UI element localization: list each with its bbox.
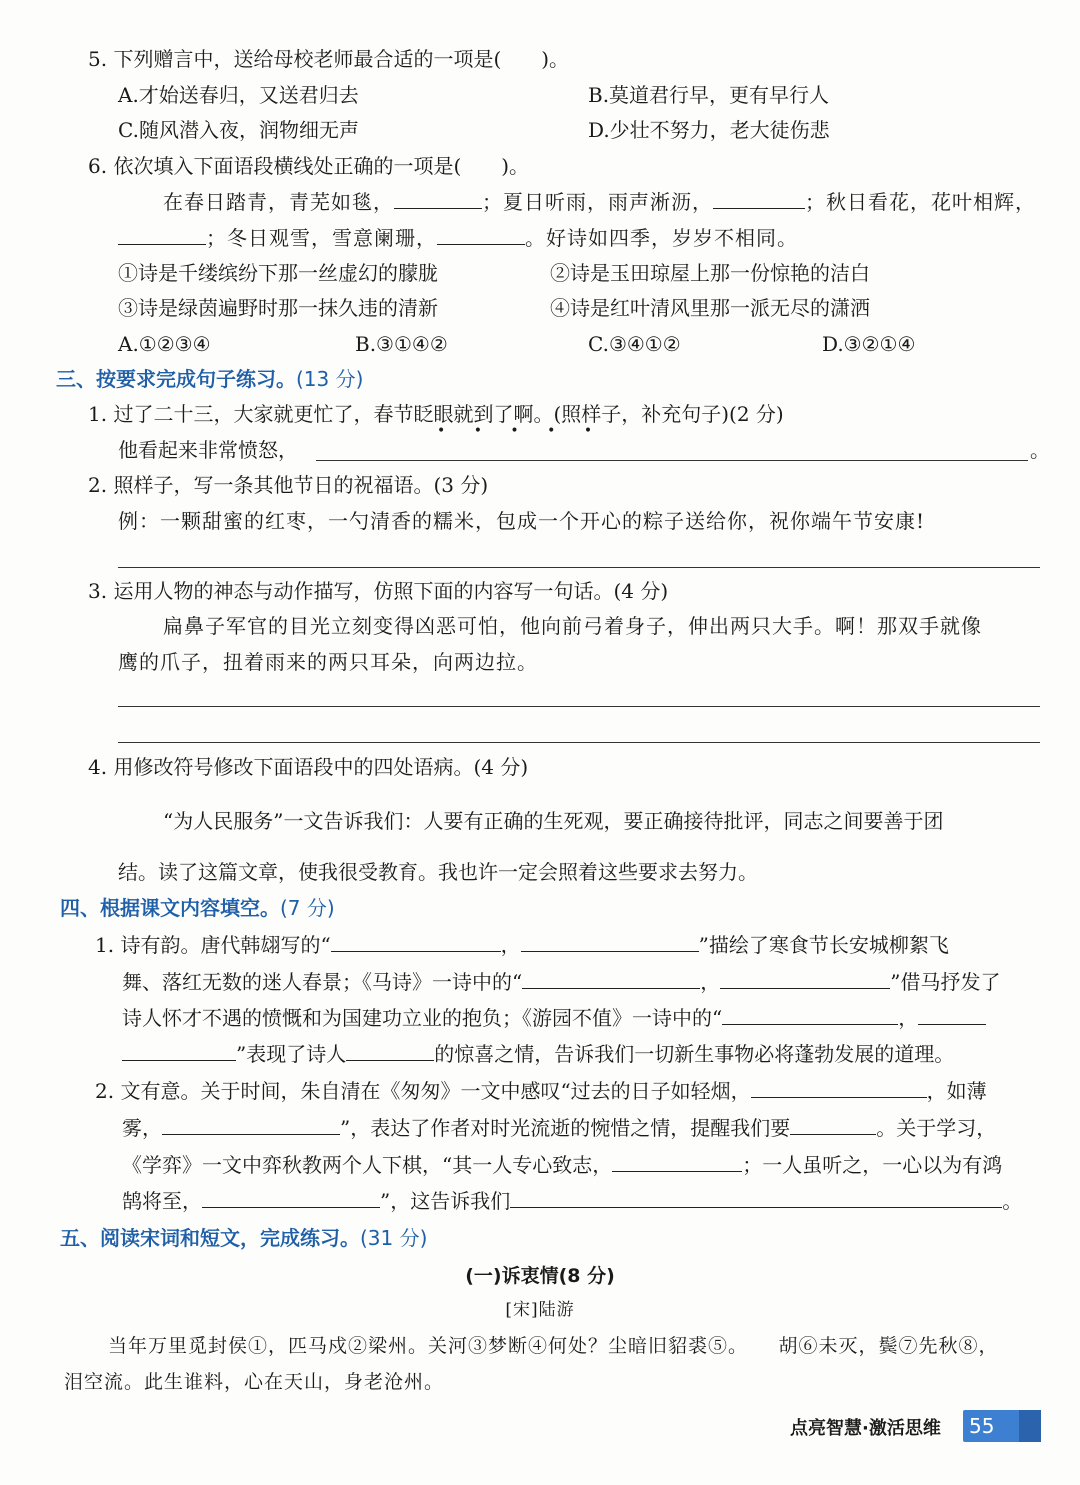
answer-blank[interactable] — [722, 1006, 898, 1025]
answer-blank[interactable] — [790, 1116, 876, 1135]
s4-text: 《学弈》一文中弈秋教两个人下棋，“其一人专心致志， — [122, 1153, 613, 1177]
q5-option-d: D.少壮不努力，老大徒伤悲 — [588, 118, 830, 142]
s4-text: ”，表达了作者对时光流逝的惋惜之情，提醒我们要 — [340, 1116, 791, 1140]
s4-text: 2. 文有意。关于时间，朱自清在《匆匆》一文中感叹“过去的日子如轻烟， — [95, 1079, 751, 1103]
s4-line-1 — [95, 932, 949, 958]
answer-blank[interactable] — [437, 226, 525, 245]
section-4-heading — [60, 895, 335, 921]
q6-option-c: C.③④①② — [588, 332, 681, 356]
answer-blank[interactable] — [331, 933, 501, 952]
answer-blank[interactable] — [510, 1189, 1002, 1208]
s4-text: 。 — [1002, 1189, 1023, 1213]
poem-title: (一)诉衷情(8 分) — [465, 1265, 615, 1287]
s4-text: ， — [500, 933, 521, 957]
q6-passage-line1 — [163, 189, 1036, 215]
section-4-points: (7 分) — [280, 896, 335, 920]
page-number: 55 — [969, 1414, 995, 1438]
s4-line-7 — [122, 1152, 1002, 1178]
q6-option-a: A.①②③④ — [118, 332, 211, 356]
s4-text: 鹄将至， — [122, 1189, 202, 1213]
poem-line-1: 当年万里觅封侯①，匹马戍②梁州。关河③梦断④何处？尘暗旧貂裘⑤。 胡⑥未灭，鬓⑦先秋⑧， — [108, 1335, 999, 1357]
s4-text: ”，这告诉我们 — [380, 1189, 511, 1213]
section-3-points: (13 分) — [296, 367, 364, 391]
s3-q4-passage-line2: 结。读了这篇文章，使我很受教育。我也许一定会照着这些要求去努力。 — [118, 860, 758, 884]
s3-q4-passage-line1: “为人民服务”一文告诉我们：人要有正确的生死观，要正确接待批评，同志之间要善于团 — [163, 809, 944, 833]
answer-line[interactable] — [118, 706, 1040, 707]
q5-option-b: B.莫道君行早，更有早行人 — [588, 83, 830, 107]
poem-author: [宋]陆游 — [505, 1300, 575, 1320]
s4-line-4 — [122, 1041, 954, 1067]
s4-text: 诗人怀才不遇的愤慨和为国建功立业的抱负；《游园不值》一诗中的“ — [122, 1006, 723, 1030]
s3-q1-prompt: 他看起来非常愤怒， — [118, 438, 298, 462]
q6-stem: 6. 依次填入下面语段横线处正确的一项是( )。 — [88, 154, 530, 178]
s4-text: 舞、落红无数的迷人春景；《马诗》一诗中的“ — [122, 970, 523, 994]
answer-blank[interactable] — [202, 1189, 380, 1208]
emphasis-dots: • • • • • — [437, 423, 605, 439]
answer-line[interactable] — [316, 460, 1028, 461]
s3-q2-example: 例：一颗甜蜜的红枣，一勺清香的糯米，包成一个开心的粽子送给你，祝你端午节安康! — [118, 509, 926, 533]
q5-stem: 5. 下列赠言中，送给母校老师最合适的一项是( )。 — [88, 47, 570, 71]
answer-blank[interactable] — [394, 190, 482, 209]
s4-line-2 — [122, 969, 1000, 995]
section-5-points: (31 分) — [360, 1226, 428, 1250]
answer-line[interactable] — [118, 567, 1040, 568]
section-5-title: 五、阅读宋词和短文，完成练习。 — [60, 1226, 360, 1250]
q6-passage-text: 在春日踏青，青芜如毯， — [163, 190, 394, 214]
s4-text: 。关于学习， — [876, 1116, 997, 1140]
s4-line-5 — [95, 1078, 987, 1104]
section-4-title: 四、根据课文内容填空。 — [60, 896, 280, 920]
s4-text: ， — [700, 970, 721, 994]
answer-blank[interactable] — [162, 1116, 340, 1135]
q6-option-b: B.③①④② — [355, 332, 448, 356]
answer-blank[interactable] — [122, 1042, 236, 1061]
answer-blank[interactable] — [751, 1079, 927, 1098]
q5-option-c: C.随风潜入夜，润物细无声 — [118, 118, 359, 142]
page-tab-decoration — [1019, 1410, 1041, 1442]
q6-sentence-4: ④诗是红叶清风里那一派无尽的潇洒 — [550, 296, 870, 320]
s4-line-6 — [122, 1115, 996, 1141]
q6-passage-line2 — [118, 225, 798, 251]
q6-passage-text: ；冬日观雪，雪意阑珊， — [206, 226, 437, 250]
answer-blank[interactable] — [713, 190, 805, 209]
answer-blank[interactable] — [612, 1153, 742, 1172]
q6-sentence-3: ③诗是绿茵遍野时那一抹久违的清新 — [118, 296, 438, 320]
s3-q4: 4. 用修改符号修改下面语段中的四处语病。(4 分) — [88, 755, 529, 779]
s3-q3-passage-line2: 鹰的爪子，扭着雨来的两只耳朵，向两边拉。 — [118, 650, 538, 674]
s4-text: ；一人虽听之，一心以为有鸿 — [742, 1153, 1003, 1177]
s3-q2: 2. 照样子，写一条其他节日的祝福语。(3 分) — [88, 473, 489, 497]
answer-blank[interactable] — [720, 970, 890, 989]
answer-blank[interactable] — [918, 1006, 986, 1025]
page-number-badge — [963, 1410, 1041, 1442]
section-5-heading — [60, 1225, 427, 1251]
s4-text: ”借马抒发了 — [890, 970, 1001, 994]
q6-option-d: D.③②①④ — [822, 332, 916, 356]
q5-option-a: A.才始送春归，又送君归去 — [118, 83, 359, 107]
s4-text: ，如薄 — [926, 1079, 987, 1103]
answer-blank[interactable] — [522, 970, 700, 989]
q6-passage-text: ；秋日看花，花叶相辉， — [805, 190, 1036, 214]
s4-line-8 — [122, 1188, 1022, 1214]
poem-line-2: 泪空流。此生谁料，心在天山，身老沧州。 — [64, 1371, 445, 1393]
s4-text: 雾， — [122, 1116, 162, 1140]
s4-text: ”表现了诗人 — [236, 1042, 347, 1066]
q6-passage-text: 。好诗如四季，岁岁不相同。 — [525, 226, 798, 250]
s4-text: ”描绘了寒食节长安城柳絮飞 — [698, 933, 949, 957]
answer-line[interactable] — [118, 742, 1040, 743]
s4-text: 的惊喜之情，告诉我们一切新生事物必将蓬勃发展的道理。 — [434, 1042, 955, 1066]
s3-q1-end: 。 — [1030, 438, 1050, 462]
section-3-title: 三、按要求完成句子练习。 — [56, 367, 296, 391]
s4-text: 1. 诗有韵。唐代韩翃写的“ — [95, 933, 331, 957]
answer-blank[interactable] — [521, 933, 699, 952]
answer-blank[interactable] — [118, 226, 206, 245]
q6-passage-text: ；夏日听雨，雨声淅沥， — [482, 190, 713, 214]
q6-sentence-1: ①诗是千缕缤纷下那一丝虚幻的朦胧 — [118, 261, 438, 285]
s3-q3: 3. 运用人物的神态与动作描写，仿照下面的内容写一句话。(4 分) — [88, 579, 669, 603]
section-3-heading — [56, 366, 363, 392]
s4-text: ， — [898, 1006, 919, 1030]
footer-slogan: 点亮智慧·激活思维 — [790, 1418, 941, 1439]
s3-q3-passage-line1: 扁鼻子军官的目光立刻变得凶恶可怕，他向前弓着身子，伸出两只大手。啊！那双手就像 — [163, 614, 982, 638]
answer-blank[interactable] — [346, 1042, 434, 1061]
q6-sentence-2: ②诗是玉田琼屋上那一份惊艳的洁白 — [550, 261, 870, 285]
s3-q1: 1. 过了二十三，大家就更忙了，春节眨眼就到了啊。(照样子，补充句子)(2 分) — [88, 402, 784, 426]
s4-line-3 — [122, 1005, 986, 1031]
